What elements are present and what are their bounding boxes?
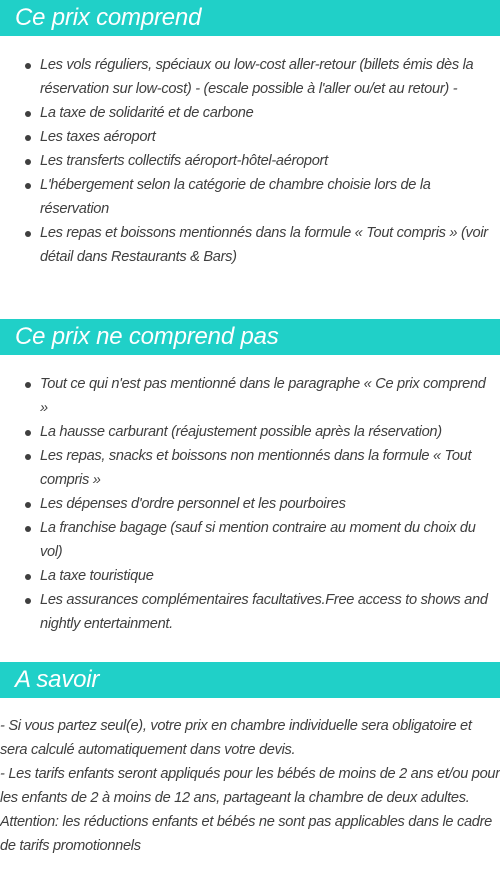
section-header-info bbox=[0, 662, 500, 698]
included-list bbox=[0, 53, 500, 269]
info-line: - Les tarifs enfants seront appliqués pour les bébés de moins de 2 ans et/ou pour les enfants de 2 à moins de 12 ans, partageant la chambre de deux adultes. bbox=[0, 766, 500, 806]
info-line: Attention: les réductions enfants et bébés ne sont pas applicables dans le cadre de tarifs promotionnels bbox=[0, 814, 492, 854]
list-item: Les taxes aéroport bbox=[40, 125, 500, 149]
list-item: La taxe de solidarité et de carbone bbox=[40, 101, 500, 125]
list-item: Les repas et boissons mentionnés dans la formule « Tout compris » (voir détail dans Restaurants & Bars) bbox=[40, 221, 500, 269]
list-item: Les transferts collectifs aéroport-hôtel-aéroport bbox=[40, 149, 500, 173]
list-item: L'hébergement selon la catégorie de chambre choisie lors de la réservation bbox=[40, 173, 500, 221]
list-item: Les assurances complémentaires facultatives.Free access to shows and nightly entertainment. bbox=[40, 588, 500, 636]
section-title-included: Ce prix comprend bbox=[15, 4, 202, 31]
excluded-list bbox=[0, 372, 500, 636]
section-header-excluded bbox=[0, 319, 500, 355]
list-item: Les repas, snacks et boissons non mentionnés dans la formule « Tout compris » bbox=[40, 444, 500, 492]
info-line: - Si vous partez seul(e), votre prix en chambre individuelle sera obligatoire et sera calculé automatiquement dans votre devis. bbox=[0, 718, 472, 758]
list-item: Les dépenses d'ordre personnel et les pourboires bbox=[40, 492, 500, 516]
list-item: Tout ce qui n'est pas mentionné dans le paragraphe « Ce prix comprend » bbox=[40, 372, 500, 420]
list-item: La taxe touristique bbox=[40, 564, 500, 588]
section-title-excluded: Ce prix ne comprend pas bbox=[15, 323, 279, 350]
list-item: La hausse carburant (réajustement possible après la réservation) bbox=[40, 420, 500, 444]
section-header-included bbox=[0, 0, 500, 36]
list-item: Les vols réguliers, spéciaux ou low-cost aller-retour (billets émis dès la réservation sur low-cost) - (escale possible à l'aller ou/et au retour) - bbox=[40, 53, 500, 101]
list-item: La franchise bagage (sauf si mention contraire au moment du choix du vol) bbox=[40, 516, 500, 564]
info-text bbox=[0, 714, 500, 858]
section-title-info: A savoir bbox=[15, 666, 100, 693]
